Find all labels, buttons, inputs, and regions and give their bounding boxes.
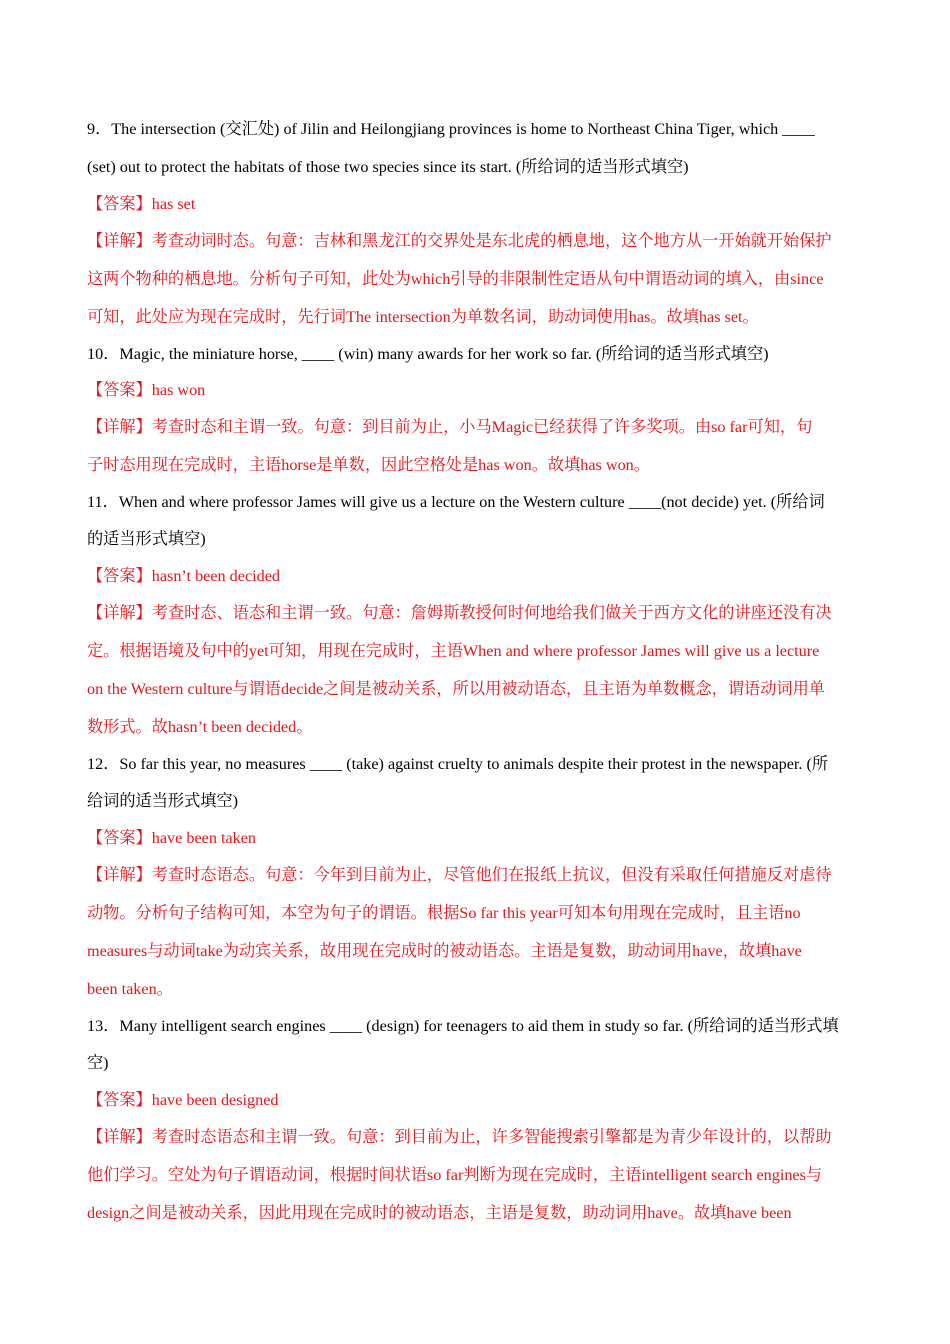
question-item-12 [87,746,864,1008]
explanation-text: 子时态用现在完成时，主语horse是单数，因此空格处是has won。故填has won。 [87,456,650,474]
question-text: 9．The intersection (交汇处) of Jilin and Heilongjiang provinces is home to Northeast China Tiger, which ____ [87,120,815,138]
answer-text: 【答案】has won [87,381,206,399]
explanation-text: 数形式。故hasn’t been decided。 [87,718,313,736]
explanation-text: on the Western culture与谓语decide之间是被动关系，所以用被动语态，且主语为单数概念，谓语动词用单 [87,680,825,698]
question-text: 空) [87,1054,109,1072]
question-text: (set) out to protect the habitats of those two species since its start. (所给词的适当形式填空) [87,158,689,176]
explanation-text: been taken。 [87,980,173,998]
explanation-text: 【详解】考查时态、语态和主谓一致。句意：詹姆斯教授何时何地给我们做关于西方文化的讲座还没有决 [87,604,832,622]
explanation-text: 【详解】考查动词时态。句意：吉林和黑龙江的交界处是东北虎的栖息地，这个地方从一开始就开始保护 [87,232,832,250]
question-item-9 [87,110,864,336]
answer-text: 【答案】have been designed [87,1091,279,1109]
question-item-13 [87,1008,864,1232]
explanation-text: design之间是被动关系，因此用现在完成时的被动语态，主语是复数，助动词用have。故填have been [87,1204,792,1222]
question-text: 给词的适当形式填空) [87,792,239,810]
question-text: 12．So far this year, no measures ____ (take) against cruelty to animals despite their protest in the newspaper. (所 [87,755,829,773]
explanation-text: 【详解】考查时态语态和主谓一致。句意：到目前为止，许多智能搜索引擎都是为青少年设计的，以帮助 [87,1128,832,1146]
question-item-11 [87,484,864,746]
question-text: 的适当形式填空) [87,530,206,548]
answer-text: 【答案】hasn’t been decided [87,567,281,585]
question-text: 10．Magic, the miniature horse, ____ (win) many awards for her work so far. (所给词的适当形式填空) [87,345,769,363]
question-text: 13．Many intelligent search engines ____ (design) for teenagers to aid them in study so far. (所给词的适当形式填 [87,1017,839,1035]
answer-text: 【答案】has set [87,195,196,213]
explanation-text: measures与动词take为动宾关系，故用现在完成时的被动语态。主语是复数，助动词用have，故填have [87,942,802,960]
exercise-list [87,110,864,1232]
explanation-text: 动物。分析句子结构可知，本空为句子的谓语。根据So far this year可知本句用现在完成时，且主语no [87,904,801,922]
answer-text: 【答案】have been taken [87,829,257,847]
explanation-text: 【详解】考查时态和主谓一致。句意：到目前为止，小马Magic已经获得了许多奖项。由so far可知，句 [87,418,813,436]
explanation-text: 【详解】考查时态语态。句意：今年到目前为止，尽管他们在报纸上抗议，但没有采取任何措施反对虐待 [87,866,832,884]
explanation-text: 定。根据语境及句中的yet可知，用现在完成时，主语When and where professor James will give us a lecture [87,642,820,660]
explanation-text: 可知，此处应为现在完成时，先行词The intersection为单数名词，助动词使用has。故填has set。 [87,308,759,326]
question-item-10 [87,336,864,484]
question-text: 11．When and where professor James will give us a lecture on the Western culture ____(not decide) yet. (所给词 [87,493,825,511]
explanation-text: 这两个物种的栖息地。分析句子可知，此处为which引导的非限制性定语从句中谓语动词的填入，由since [87,270,824,288]
explanation-text: 他们学习。空处为句子谓语动词，根据时间状语so far判断为现在完成时，主语intelligent search engines与 [87,1166,823,1184]
